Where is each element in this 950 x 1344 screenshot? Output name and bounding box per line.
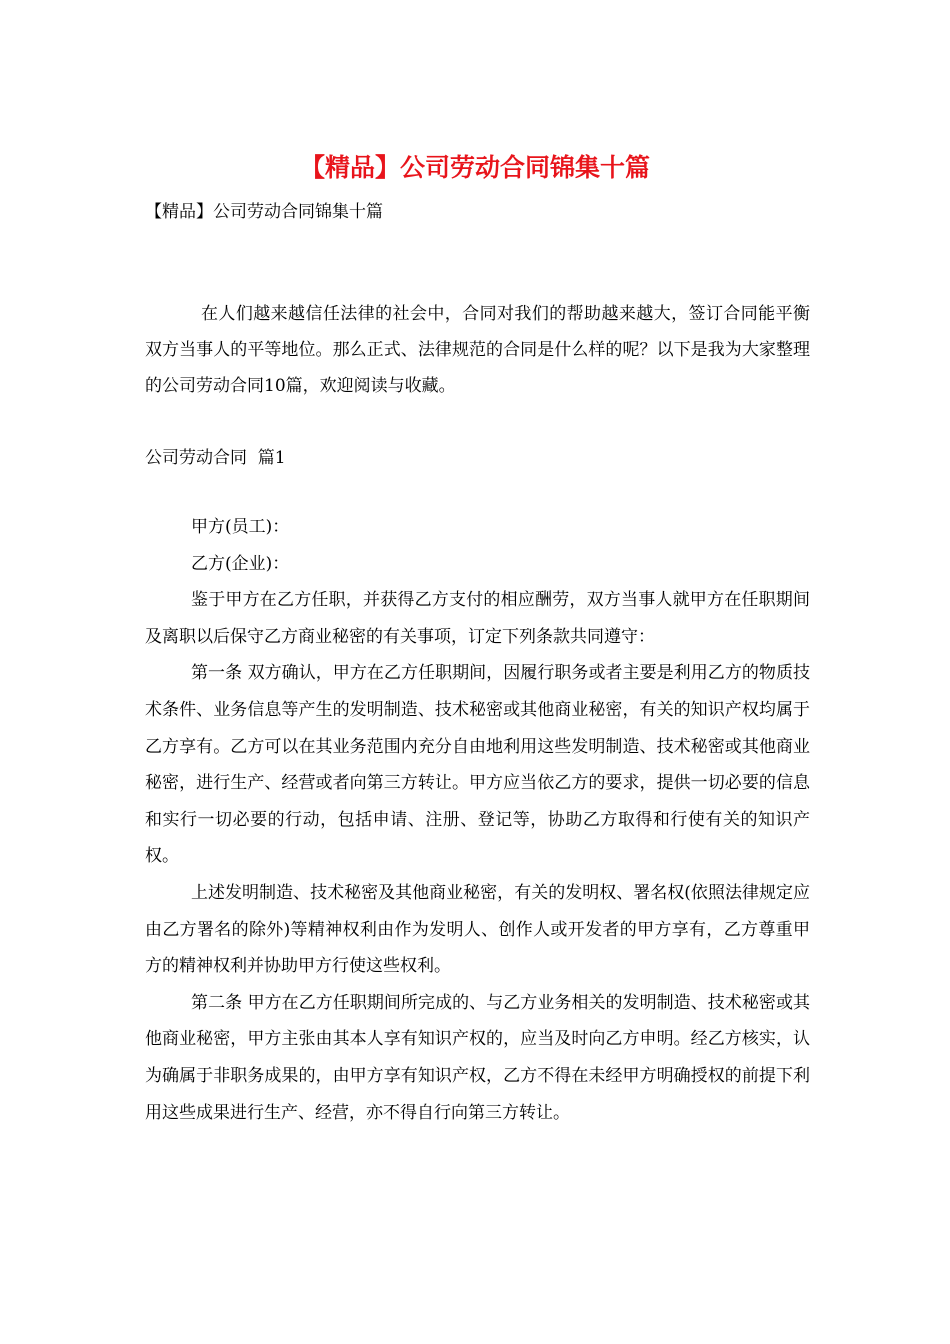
party-b-line: 乙方(企业)： <box>191 553 290 574</box>
document-subtitle: 【精品】公司劳动合同锦集十篇 <box>145 202 383 222</box>
preamble-paragraph: 鉴于甲方在乙方任职，并获得乙方支付的相应酬劳，双方当事人就甲方在任职期间及离职以后保守乙方商业秘密的有关事项，订定下列条款共同遵守： <box>145 590 810 647</box>
article-1-paragraph: 第一条 双方确认，甲方在乙方任职期间，因履行职务或者主要是利用乙方的物质技术条件、业务信息等产生的发明制造、技术秘密或其他商业秘密，有关的知识产权均属于乙方享有。乙方可以在其业务范围内充分自由地利用这些发明制造、技术秘密或其他商业秘密，进行生产、经营或者向第三方转让。甲方应当依乙方的要求，提供一切必要的信息和实行一切必要的行动，包括申请、注册、登记等，协助乙方取得和行使有关的知识产权。 <box>145 663 810 867</box>
article-1-rights-paragraph: 上述发明制造、技术秘密及其他商业秘密，有关的发明权、署名权(依照法律规定应由乙方署名的除外)等精神权利由作为发明人、创作人或开发者的甲方享有，乙方尊重甲方的精神权利并协助甲方行使这些权利。 <box>145 882 810 977</box>
section-heading: 公司劳动合同 篇1 <box>145 448 286 468</box>
intro-paragraph: 在人们越来越信任法律的社会中，合同对我们的帮助越来越大，签订合同能平衡双方当事人的平等地位。那么正式、法律规范的合同是什么样的呢？以下是我为大家整理的公司劳动合同10篇，欢迎阅读与收藏。 <box>145 304 810 396</box>
article-2-paragraph: 第二条 甲方在乙方任职期间所完成的、与乙方业务相关的发明制造、技术秘密或其他商业秘密，甲方主张由其本人享有知识产权的，应当及时向乙方申明。经乙方核实，认为确属于非职务成果的，由甲方享有知识产权，乙方不得在未经甲方明确授权的前提下利用这些成果进行生产、经营，亦不得自行向第三方转让。 <box>145 992 810 1123</box>
party-a-line: 甲方(员工)： <box>191 517 290 537</box>
document-title: 【精品】公司劳动合同锦集十篇 <box>299 153 650 182</box>
contract-body <box>145 509 810 1131</box>
